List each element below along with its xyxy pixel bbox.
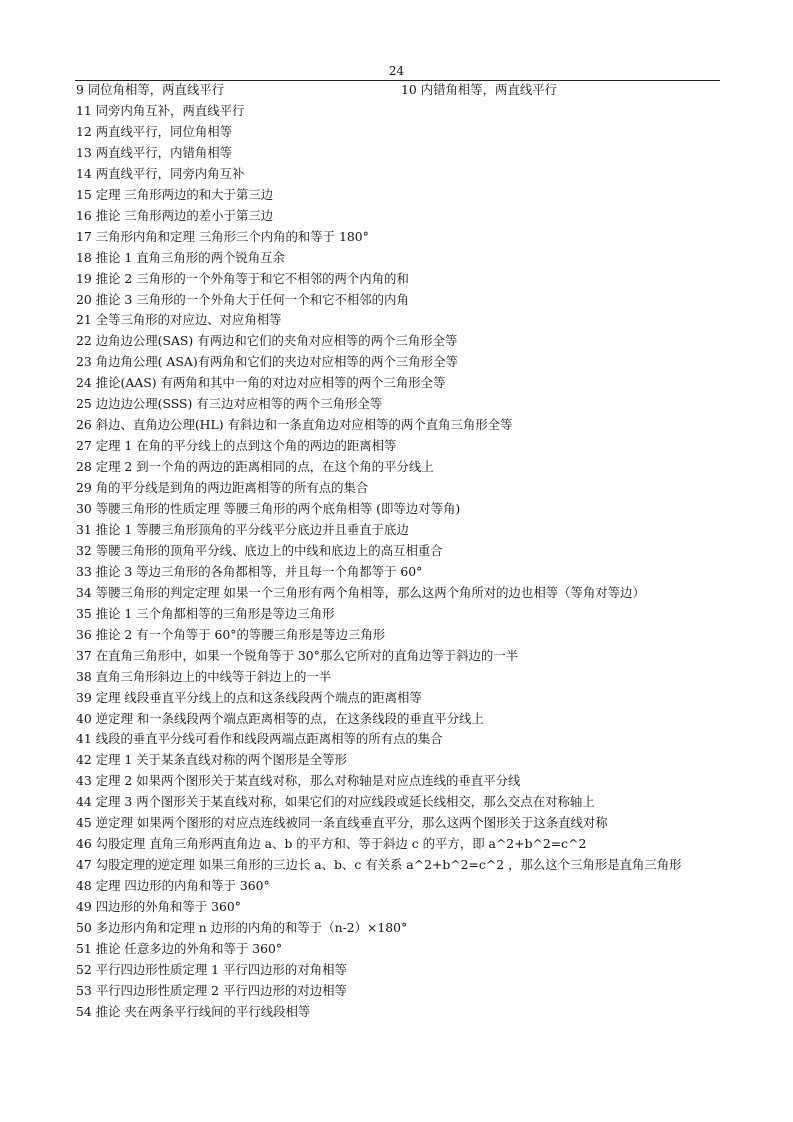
theorem-text: 20 推论 3 三角形的一个外角大于任何一个和它不相邻的内角 — [76, 291, 409, 307]
theorem-text: 15 定理 三角形两边的和大于第三边 — [76, 186, 274, 202]
theorem-text: 16 推论 三角形两边的差小于第三边 — [76, 207, 274, 223]
theorem-line — [76, 331, 457, 351]
theorem-line — [76, 750, 347, 770]
theorem-text: 39 定理 线段垂直平分线上的点和这条线段两个端点的距离相等 — [76, 689, 422, 705]
theorem-line — [76, 771, 520, 791]
theorem-text: 14 两直线平行，同旁内角互补 — [76, 165, 245, 181]
theorem-text: 46 勾股定理 直角三角形两直角边 a、b 的平方和、等于斜边 c 的平方，即 a^2+b^2=c^2 — [76, 836, 587, 852]
theorem-line — [76, 604, 335, 624]
theorem-text: 42 定理 1 关于某条直线对称的两个图形是全等形 — [76, 752, 347, 768]
theorem-line — [76, 876, 270, 896]
theorem-text: 21 全等三角形的对应边、对应角相等 — [76, 312, 282, 328]
theorem-line — [76, 960, 347, 980]
theorem-line — [76, 436, 396, 456]
theorem-text: 37 在直角三角形中，如果一个锐角等于 30°那么它所对的直角边等于斜边的一半 — [76, 647, 519, 663]
theorem-line — [76, 625, 385, 645]
theorem-text: 53 平行四边形性质定理 2 平行四边形的对边相等 — [76, 982, 347, 998]
theorem-line — [76, 80, 558, 100]
theorem-text: 22 边角边公理(SAS) 有两边和它们的夹角对应相等的两个三角形全等 — [76, 333, 458, 349]
theorem-line — [76, 834, 586, 854]
theorem-line — [76, 101, 244, 121]
theorem-text: 51 推论 任意多边的外角和等于 360° — [76, 940, 283, 956]
theorem-line — [76, 792, 595, 812]
theorem-text: 48 定理 四边形的内角和等于 360° — [76, 878, 270, 894]
theorem-line — [76, 1002, 310, 1022]
theorem-text: 43 定理 2 如果两个图形关于某直线对称，那么对称轴是对应点连线的垂直平分线 — [76, 773, 521, 789]
theorem-text: 19 推论 2 三角形的一个外角等于和它不相邻的两个内角的和 — [76, 270, 409, 286]
theorem-line — [76, 394, 382, 414]
theorem-line — [76, 122, 232, 142]
theorem-text: 30 等腰三角形的性质定理 等腰三角形的两个底角相等 (即等边对等角) — [76, 501, 461, 516]
theorem-line — [76, 583, 645, 603]
theorem-text: 11 同旁内角互补，两直线平行 — [76, 102, 245, 118]
theorem-text: 54 推论 夹在两条平行线间的平行线段相等 — [76, 1003, 311, 1019]
theorem-text: 45 逆定理 如果两个图形的对应点连线被同一条直线垂直平分，那么这两个图形关于这条直线对称 — [76, 815, 608, 831]
theorem-text: 29 角的平分线是到角的两边距离相等的所有点的集合 — [76, 480, 369, 496]
theorem-text: 25 边边边公理(SSS) 有三边对应相等的两个三角形全等 — [76, 396, 383, 412]
theorem-text: 24 推论(AAS) 有两角和其中一角的对边对应相等的两个三角形全等 — [76, 375, 446, 391]
theorem-text: 34 等腰三角形的判定定理 如果一个三角形有两个角相等，那么这两个角所对的边也相等（等角对等边） — [76, 584, 645, 600]
page-number: 24 — [388, 64, 405, 78]
theorem-line — [76, 520, 409, 540]
theorem-text: 31 推论 1 等腰三角形顶角的平分线平分底边并且垂直于底边 — [76, 521, 409, 537]
theorem-text: 12 两直线平行，同位角相等 — [76, 123, 233, 139]
theorem-text: 40 逆定理 和一条线段两个端点距离相等的点，在这条线段的垂直平分线上 — [76, 710, 484, 726]
theorem-line — [76, 290, 409, 310]
theorem-line — [76, 352, 458, 372]
theorem-line — [76, 478, 368, 498]
theorem-text: 52 平行四边形性质定理 1 平行四边形的对角相等 — [76, 961, 347, 977]
theorem-line — [76, 562, 422, 582]
theorem-line — [76, 457, 434, 477]
theorem-text: 23 角边角公理( ASA)有两角和它们的夹边对应相等的两个三角形全等 — [76, 354, 458, 370]
theorem-line — [76, 981, 347, 1001]
theorem-text: 32 等腰三角形的顶角平分线、底边上的中线和底边上的高互相重合 — [76, 542, 443, 558]
theorem-line — [76, 143, 232, 163]
theorem-text: 18 推论 1 直角三角形的两个锐角互余 — [76, 249, 285, 265]
theorem-text: 49 四边形的外角和等于 360° — [76, 899, 242, 915]
theorem-text: 38 直角三角形斜边上的中线等于斜边上的一半 — [76, 668, 332, 684]
theorem-line — [76, 227, 369, 247]
theorem-line — [76, 269, 409, 289]
theorem-line — [76, 310, 282, 330]
theorem-line — [76, 939, 282, 959]
theorem-text-second-column: 10 内错角相等，两直线平行 — [401, 82, 558, 97]
theorem-text: 28 定理 2 到一个角的两边的距离相同的点，在这个角的平分线上 — [76, 459, 434, 475]
theorem-line — [76, 185, 273, 205]
theorem-line — [76, 373, 445, 393]
theorem-line — [76, 897, 241, 917]
theorem-line — [76, 415, 512, 435]
theorem-line — [76, 667, 331, 687]
theorem-line — [76, 709, 484, 729]
theorem-line — [76, 729, 443, 749]
theorem-line — [76, 813, 608, 833]
theorem-text: 26 斜边、直角边公理(HL) 有斜边和一条直角边对应相等的两个直角三角形全等 — [76, 417, 513, 433]
theorem-text: 41 线段的垂直平分线可看作和线段两端点距离相等的所有点的集合 — [76, 731, 443, 747]
theorem-line — [76, 688, 422, 708]
theorem-line — [76, 918, 407, 938]
theorem-text: 27 定理 1 在角的平分线上的点到这个角的两边的距离相等 — [76, 438, 397, 454]
theorem-line — [76, 541, 443, 561]
theorem-text: 50 多边形内角和定理 n 边形的内角的和等于（n-2）×180° — [76, 920, 408, 935]
theorem-text: 44 定理 3 两个图形关于某直线对称，如果它们的对应线段或延长线相交，那么交点在对称轴上 — [76, 794, 595, 810]
theorem-line — [76, 646, 518, 666]
theorem-text: 47 勾股定理的逆定理 如果三角形的三边长 a、b、c 有关系 a^2+b^2=c^2 ，那么这个三角形是直角三角形 — [76, 857, 682, 873]
theorem-line — [76, 206, 273, 226]
theorem-text: 35 推论 1 三个角都相等的三角形是等边三角形 — [76, 605, 335, 621]
theorem-text: 36 推论 2 有一个角等于 60°的等腰三角形是等边三角形 — [76, 626, 386, 642]
theorem-text: 13 两直线平行，内错角相等 — [76, 144, 233, 160]
theorem-text: 33 推论 3 等边三角形的各角都相等，并且每一个角都等于 60° — [76, 563, 423, 579]
theorem-text: 9 同位角相等，两直线平行 — [76, 82, 225, 97]
theorem-line — [76, 855, 682, 875]
theorem-line — [76, 499, 460, 519]
theorem-text: 17 三角形内角和定理 三角形三个内角的和等于 180° — [76, 228, 369, 244]
theorem-line — [76, 164, 244, 184]
theorem-line — [76, 248, 285, 268]
